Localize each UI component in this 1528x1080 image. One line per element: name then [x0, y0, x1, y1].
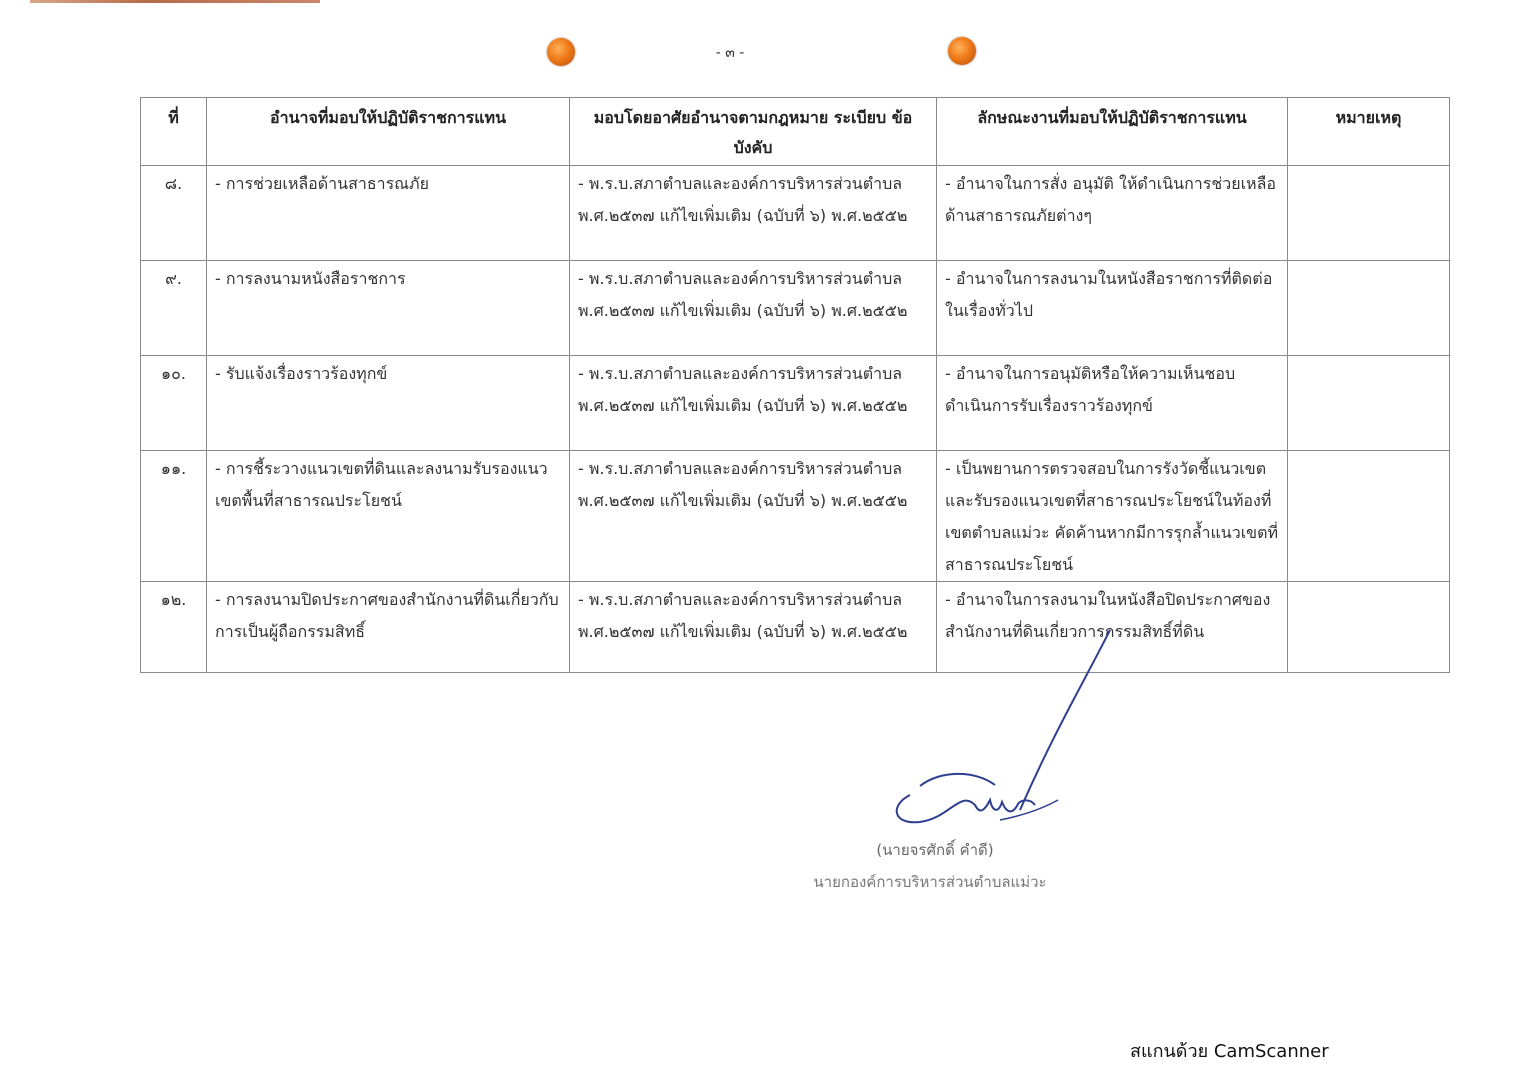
row-law: - พ.ร.บ.สภาตำบลและองค์การบริหารส่วนตำบล พ.ศ.๒๕๓๗ แก้ไขเพิ่มเติม (ฉบับที่ ๖) พ.ศ.๒๕๕๒: [570, 166, 937, 261]
row-remark: [1288, 451, 1450, 582]
row-number: ๑๑.: [141, 451, 207, 582]
punch-hole-left: [547, 38, 575, 66]
row-nature: - อำนาจในการลงนามในหนังสือราชการที่ติดต่อในเรื่องทั่วไป: [937, 261, 1288, 356]
table-row: [141, 356, 1450, 451]
punch-hole-right: [948, 37, 976, 65]
row-remark: [1288, 261, 1450, 356]
page-number: - ๓ -: [715, 45, 745, 61]
row-law: - พ.ร.บ.สภาตำบลและองค์การบริหารส่วนตำบล พ.ศ.๒๕๓๗ แก้ไขเพิ่มเติม (ฉบับที่ ๖) พ.ศ.๒๕๕๒: [570, 356, 937, 451]
row-number: ๑๐.: [141, 356, 207, 451]
table-row: [141, 261, 1450, 356]
row-nature: - เป็นพยานการตรวจสอบในการรังวัดชี้แนวเขตและรับรองแนวเขตที่สาธารณประโยชน์ในท้องที่เขตตำบลแม่วะ คัดค้านหากมีการรุกล้ำแนวเขตที่สาธารณประโยชน์: [937, 451, 1288, 582]
row-law: - พ.ร.บ.สภาตำบลและองค์การบริหารส่วนตำบล พ.ศ.๒๕๓๗ แก้ไขเพิ่มเติม (ฉบับที่ ๖) พ.ศ.๒๕๕๒: [570, 582, 937, 673]
row-nature: - อำนาจในการสั่ง อนุมัติ ให้ดำเนินการช่วยเหลือด้านสาธารณภัยต่างๆ: [937, 166, 1288, 261]
header-authority: อำนาจที่มอบให้ปฏิบัติราชการแทน: [207, 98, 570, 166]
delegation-table: [140, 97, 1450, 673]
row-remark: [1288, 582, 1450, 673]
row-remark: [1288, 166, 1450, 261]
row-number: ๑๒.: [141, 582, 207, 673]
row-law: - พ.ร.บ.สภาตำบลและองค์การบริหารส่วนตำบล พ.ศ.๒๕๓๗ แก้ไขเพิ่มเติม (ฉบับที่ ๖) พ.ศ.๒๕๕๒: [570, 261, 937, 356]
row-remark: [1288, 356, 1450, 451]
row-authority: - รับแจ้งเรื่องราวร้องทุกข์: [207, 356, 570, 451]
row-authority: - การลงนามหนังสือราชการ: [207, 261, 570, 356]
row-authority: - การชี้ระวางแนวเขตที่ดินและลงนามรับรองแนวเขตพื้นที่สาธารณประโยชน์: [207, 451, 570, 582]
scanner-watermark: สแกนด้วย CamScanner: [1130, 1041, 1329, 1062]
handwritten-signature: [880, 610, 1140, 840]
header-law: มอบโดยอาศัยอำนาจตามกฎหมาย ระเบียบ ข้อบังคับ: [570, 98, 937, 166]
signer-title: นายกองค์การบริหารส่วนตำบลแม่วะ: [813, 873, 1047, 891]
row-authority: - การลงนามปิดประกาศของสำนักงานที่ดินเกี่ยวกับการเป็นผู้ถือกรรมสิทธิ์: [207, 582, 570, 673]
table-header-row: [141, 98, 1450, 166]
table-row: [141, 451, 1450, 582]
row-number: ๙.: [141, 261, 207, 356]
row-nature: - อำนาจในการอนุมัติหรือให้ความเห็นชอบดำเนินการรับเรื่องราวร้องทุกข์: [937, 356, 1288, 451]
row-authority: - การช่วยเหลือด้านสาธารณภัย: [207, 166, 570, 261]
header-remark: หมายเหตุ: [1288, 98, 1450, 166]
table-row: [141, 582, 1450, 673]
header-no: ที่: [141, 98, 207, 166]
scan-edge-stripe: [30, 0, 320, 3]
row-nature: - อำนาจในการลงนามในหนังสือปิดประกาศของสำนักงานที่ดินเกี่ยวการกรรมสิทธิ์ที่ดิน: [937, 582, 1288, 673]
row-number: ๘.: [141, 166, 207, 261]
table-row: [141, 166, 1450, 261]
signer-name: (นายจรศักดิ์ คำดี): [876, 841, 994, 859]
header-nature: ลักษณะงานที่มอบให้ปฏิบัติราชการแทน: [937, 98, 1288, 166]
row-law: - พ.ร.บ.สภาตำบลและองค์การบริหารส่วนตำบล พ.ศ.๒๕๓๗ แก้ไขเพิ่มเติม (ฉบับที่ ๖) พ.ศ.๒๕๕๒: [570, 451, 937, 582]
